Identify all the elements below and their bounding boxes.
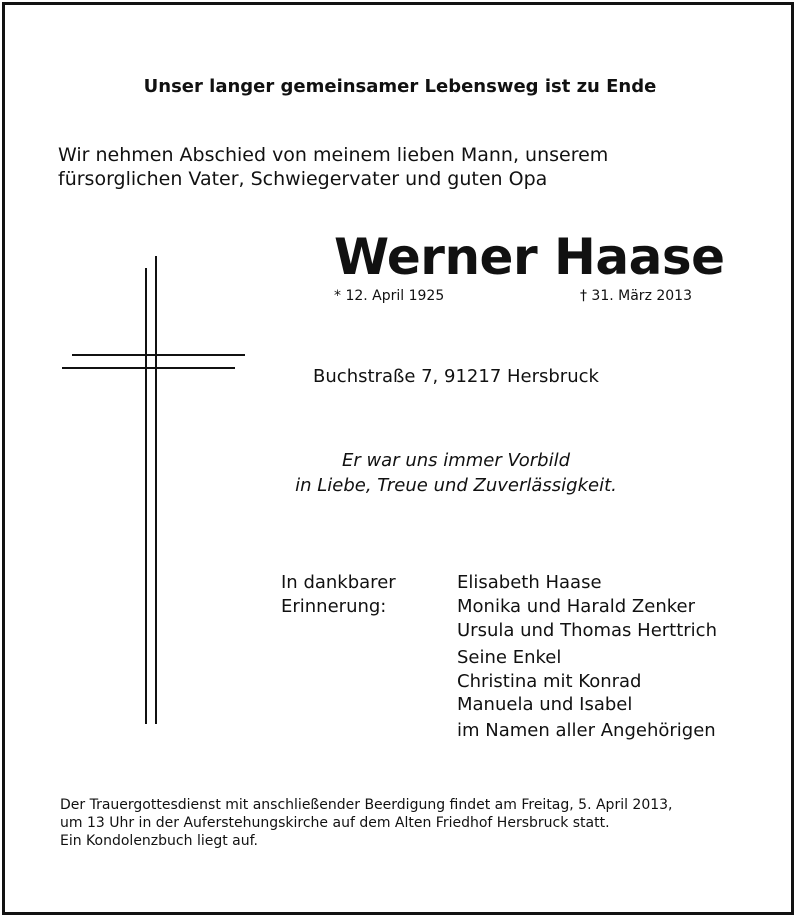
motto-line-2: in Liebe, Treue und Zuverlässigkeit. bbox=[295, 475, 617, 496]
service-line-2: um 13 Uhr in der Auferstehungskirche auf dem Alten Friedhof Hersbruck statt. bbox=[60, 815, 610, 831]
mourner-name: Manuela und Isabel bbox=[457, 694, 633, 715]
address: Buchstraße 7, 91217 Hersbruck bbox=[313, 366, 599, 387]
intro-line-2: fürsorglichen Vater, Schwiegervater und guten Opa bbox=[58, 168, 548, 190]
mourner-name: Monika und Harald Zenker bbox=[457, 596, 695, 617]
intro-line-1: Wir nehmen Abschied von meinem lieben Mann, unserem bbox=[58, 144, 609, 166]
mourner-name: Ursula und Thomas Herttrich bbox=[457, 620, 717, 641]
death-date: † 31. März 2013 bbox=[579, 288, 692, 304]
mourner-name: Elisabeth Haase bbox=[457, 572, 602, 593]
headline: Unser langer gemeinsamer Lebensweg ist zu Ende bbox=[143, 76, 657, 97]
deceased-name: Werner Haase bbox=[334, 228, 725, 286]
mourner-name: Seine Enkel bbox=[457, 647, 562, 668]
service-line-1: Der Trauergottesdienst mit anschließender Beerdigung findet am Freitag, 5. April 2013, bbox=[60, 797, 673, 813]
mourner-closing: im Namen aller Angehörigen bbox=[457, 720, 716, 741]
mourner-name: Christina mit Konrad bbox=[457, 671, 642, 692]
motto-line-1: Er war uns immer Vorbild bbox=[341, 450, 571, 471]
motto bbox=[0, 448, 800, 498]
mourners-label-2: Erinnerung: bbox=[281, 596, 387, 617]
birth-date: * 12. April 1925 bbox=[334, 288, 445, 304]
cross-horizontal-top bbox=[72, 354, 245, 356]
mourners-label-1: In dankbarer bbox=[281, 572, 396, 593]
service-line-3: Ein Kondolenzbuch liegt auf. bbox=[60, 833, 258, 849]
